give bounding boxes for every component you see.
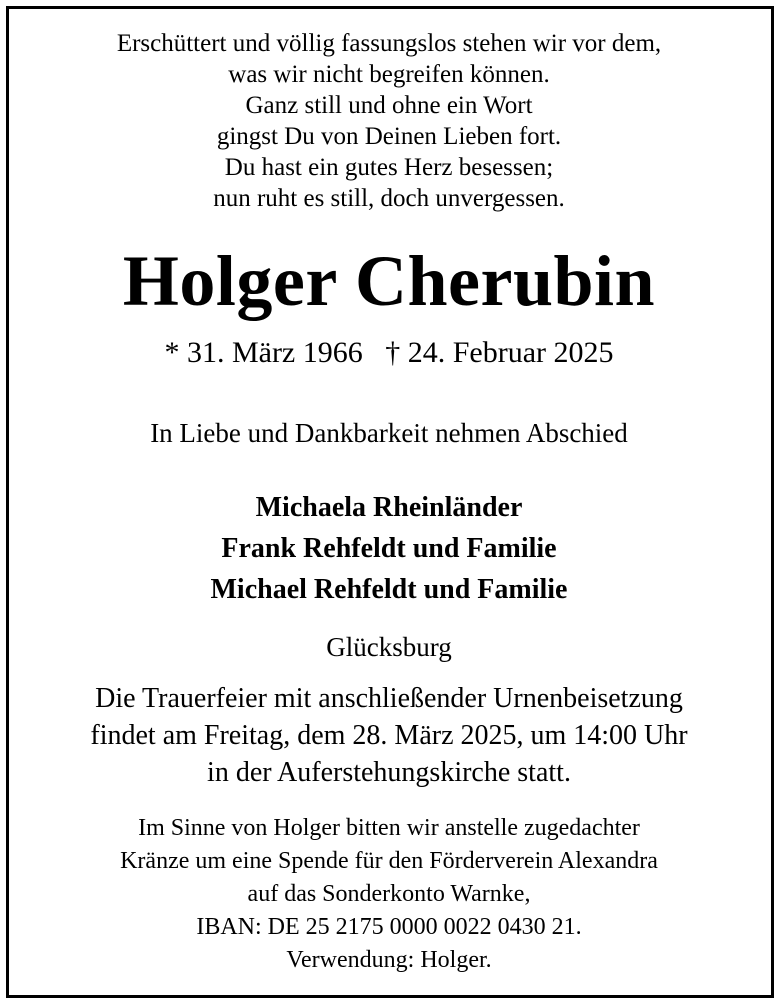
iban-line: IBAN: DE 25 2175 0000 0022 0430 21. bbox=[196, 914, 582, 940]
poem-line: Ganz still und ohne ein Wort bbox=[245, 92, 533, 119]
poem-line: Du hast ein gutes Herz besessen; bbox=[224, 154, 554, 181]
donation-line: auf das Sonderkonto Warnke, bbox=[247, 881, 531, 907]
poem-line: Erschüttert und völlig fassungslos stehen wir vor dem, bbox=[116, 30, 662, 57]
donation-line: Kränze um eine Spende für den Förderverein Alexandra bbox=[120, 848, 658, 874]
mourner-name: Michaela Rheinländer bbox=[255, 492, 523, 523]
deceased-name: Holger Cherubin bbox=[122, 241, 656, 321]
poem-line: was wir nicht begreifen können. bbox=[228, 61, 550, 88]
donation-line: Verwendung: Holger. bbox=[286, 947, 492, 973]
ceremony-line: in der Auferstehungskirche statt. bbox=[207, 757, 571, 788]
place: Glücksburg bbox=[326, 632, 452, 662]
donation-line: Im Sinne von Holger bitten wir anstelle zugedachter bbox=[138, 815, 640, 841]
poem-line: gingst Du von Deinen Lieben fort. bbox=[216, 123, 562, 150]
farewell-line: In Liebe und Dankbarkeit nehmen Abschied bbox=[150, 418, 628, 448]
mourner-name: Michael Rehfeldt und Familie bbox=[210, 574, 568, 605]
mourner-name: Frank Rehfeldt und Familie bbox=[221, 533, 557, 564]
life-dates: * 31. März 1966 † 24. Februar 2025 bbox=[164, 336, 614, 369]
poem-line: nun ruht es still, doch unvergessen. bbox=[213, 185, 565, 212]
ceremony-line: findet am Freitag, dem 28. März 2025, um 14:00 Uhr bbox=[90, 720, 688, 751]
ceremony-line: Die Trauerfeier mit anschließender Urnenbeisetzung bbox=[95, 683, 683, 714]
